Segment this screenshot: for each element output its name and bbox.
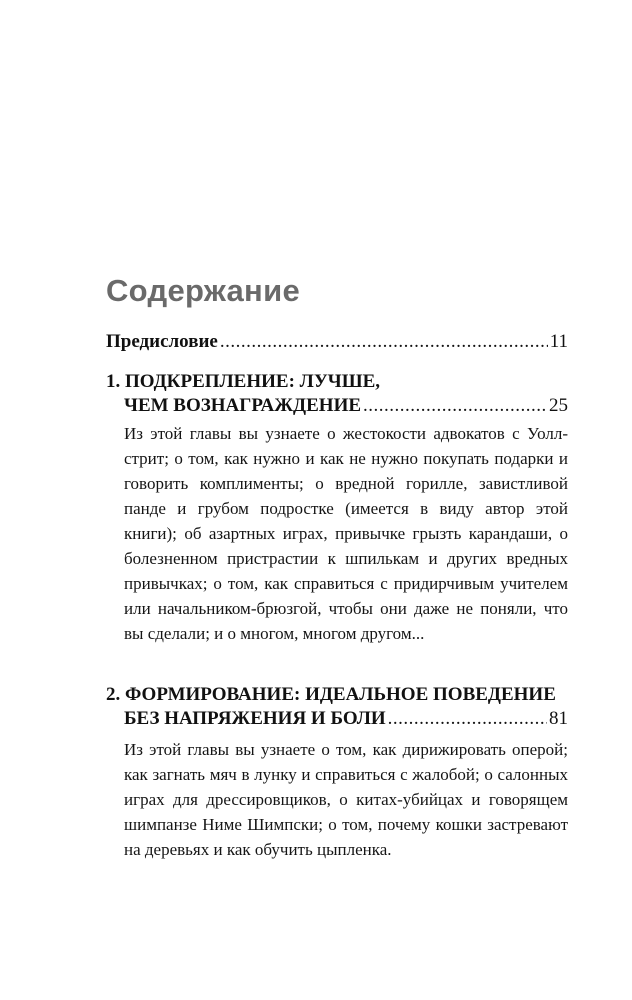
toc-label: Предисловие — [106, 331, 218, 352]
toc-entry-preface[interactable] — [106, 330, 568, 354]
page-title: Содержание — [106, 272, 300, 308]
chapter-title-line1: 1. ПОДКРЕПЛЕНИЕ: ЛУЧШЕ, — [106, 371, 380, 392]
toc-page-number: 25 — [549, 395, 568, 416]
toc-page-number: 11 — [549, 331, 568, 352]
chapter-title-line2: БЕЗ НАПРЯЖЕНИЯ И БОЛИ — [124, 708, 386, 729]
toc-entry-chapter-1[interactable] — [106, 370, 568, 646]
toc-leader-dots — [388, 707, 547, 731]
chapter-title-line1: 2. ФОРМИРОВАНИЕ: ИДЕАЛЬНОЕ ПОВЕДЕНИЕ — [106, 684, 556, 705]
toc-entry-chapter-2[interactable] — [106, 683, 568, 862]
chapter-title-line2: ЧЕМ ВОЗНАГРАЖДЕНИЕ — [124, 395, 362, 416]
toc-line — [106, 394, 568, 418]
toc-line — [106, 707, 568, 731]
toc-leader-dots — [220, 330, 548, 354]
toc-page-number: 81 — [549, 708, 568, 729]
toc-leader-dots — [363, 394, 547, 418]
toc-line — [106, 330, 568, 354]
chapter-description: Из этой главы вы узнаете о жестокости адвокатов с Уолл-стрит; о том, как нужно и как не нужно покупать подарки и говорить комплименты; о вредной горилле, завистливой панде и грубом подростке (имеется в виду автор этой книги); об азартных играх, привычке грызть карандаши, о болезненном пристрастии к шпилькам и других вредных привычках; о том, как справиться с придирчивым учителем или начальником-брюзгой, чтобы они даже не поняли, что вы сделали; и о многом, многом другом... — [124, 424, 568, 643]
chapter-description: Из этой главы вы узнаете о том, как дирижировать оперой; как загнать мяч в лунку и справиться с жалобой; о салонных играх для дрессировщиков, о китах-убийцах и говорящем шимпанзе Ниме Шимпски; о том, почему кошки застревают на деревьях и как обучить цыпленка. — [124, 740, 568, 859]
